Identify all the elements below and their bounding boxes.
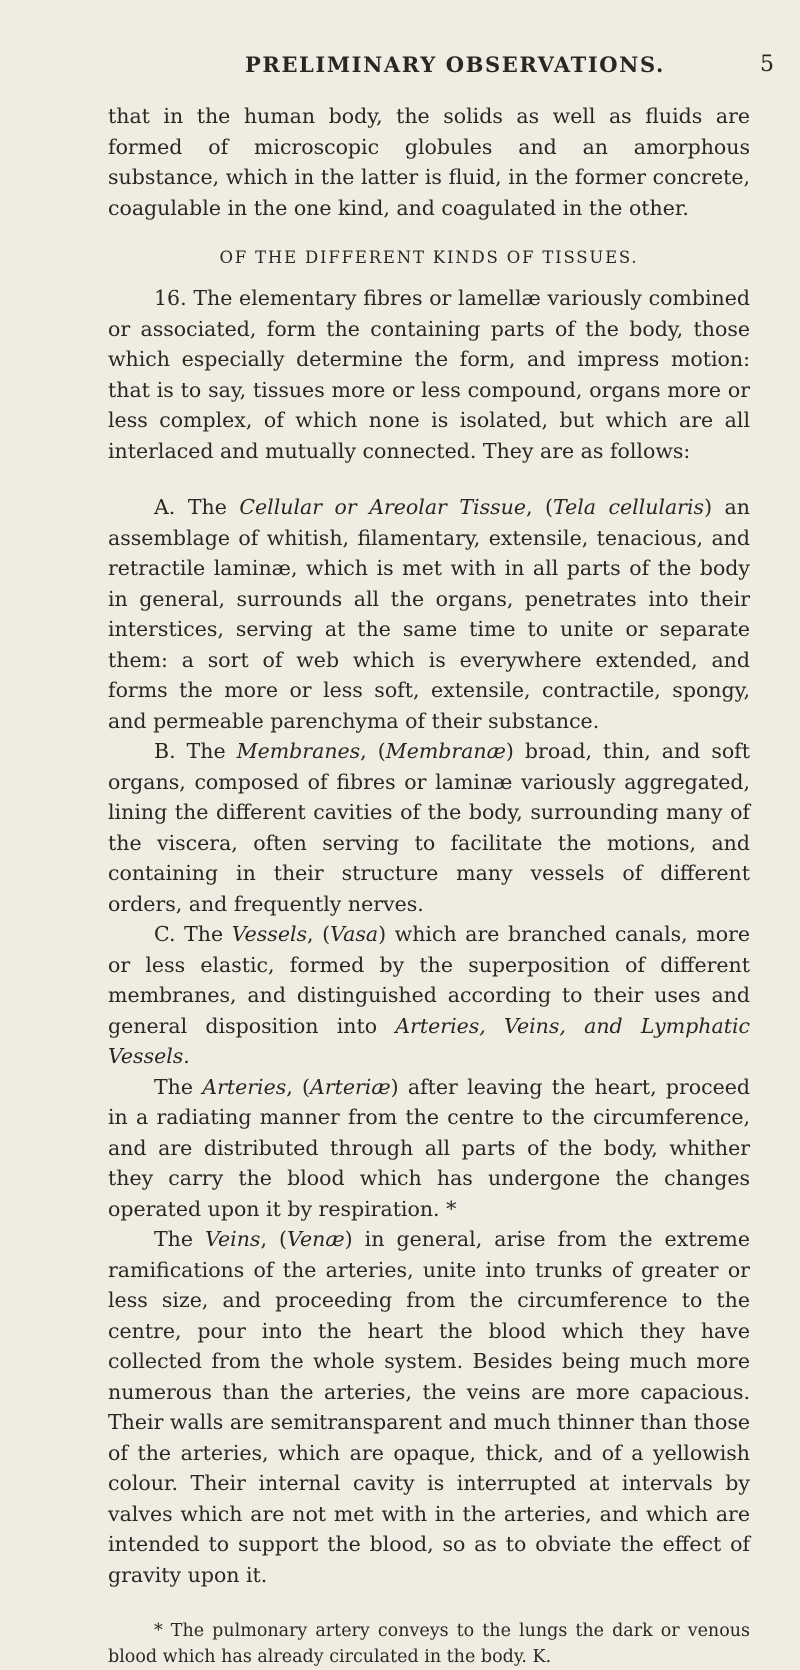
paragraph-a-rest: ) an assemblage of whitish, filamentary, extensile, tenacious, and retractile laminæ, which is met with in all parts of the body in general, surrounds all the organs, penetrates into their interstices, serving at the same time to unite or separate them: a sort of web which is everywhere extended, and forms the more or less soft, extensile, contractile, spongy, and permeable parenchyma of their substance. <box>108 495 750 733</box>
paragraph-c-lead: C. The <box>154 922 232 946</box>
body-text <box>108 101 750 1670</box>
paragraph-c-latin: Vasa <box>330 922 379 946</box>
paragraph-b-lead: B. The <box>154 739 237 763</box>
paragraph-16 <box>108 283 750 466</box>
paragraph-arteries-term: Arteries <box>202 1074 287 1099</box>
paragraph-arteries <box>108 1072 750 1225</box>
footnote-text: * The pulmonary artery conveys to the lungs the dark or venous blood which has already circulated in the body. <box>108 1621 750 1667</box>
paragraph-a-term: Cellular or Areolar Tissue <box>239 495 526 519</box>
running-head: PRELIMINARY OBSERVATIONS. <box>245 52 665 77</box>
paragraph-b-rest: ) broad, thin, and soft organs, composed of fibres or laminæ variously aggregated, lining the different cavities of the body, surrounding many of the viscera, often serving to facilitate the motions, and containing in their structure many vessels of different orders, and frequently nerves. <box>108 739 751 916</box>
paragraph-arteries-latin: Arteriæ <box>310 1074 391 1099</box>
paragraph-16-text: 16. The elementary fibres or lamellæ variously combined or associated, form the containing parts of the body, those which especially determine the form, and impress motion: that is to say, tissues more or less compound, organs more or less complex, of which none is isolated, but which are all interlaced and mutually connected. They are as follows: <box>108 286 750 463</box>
paragraph-c-mid: , ( <box>307 922 331 946</box>
footnote-reference: * <box>439 1196 457 1221</box>
paragraph-b-term: Membranes <box>236 739 361 763</box>
paragraph-b-mid: , ( <box>360 739 386 763</box>
paragraph-veins <box>108 1224 750 1590</box>
paragraph-arteries-mid: , ( <box>286 1074 311 1099</box>
paragraph-veins-rest: ) in general, arise from the extreme ramifications of the arteries, unite into trunks of greater or less size, and proceeding from the circumference to the centre, pour into the heart the blood which they have collected from the whole system. Besides being much more numerous than the arteries, the veins are more capacious. Their walls are semitransparent and much thinner than those of the arteries, which are opaque, thick, and of a yellowish colour. Their internal cavity is interrupted at intervals by valves which are not met with in the arteries, and which are intended to support the blood, so as to obviate the effect of gravity upon it. <box>108 1227 750 1587</box>
footnote <box>108 1618 750 1670</box>
paragraph-arteries-lead: The <box>154 1074 203 1099</box>
paragraph-veins-term: Veins <box>205 1227 261 1251</box>
paragraph-c <box>108 919 750 1072</box>
paragraph-c-term: Vessels <box>231 922 308 946</box>
footnote-signature: K. <box>526 1647 552 1667</box>
paragraph-b <box>108 736 750 919</box>
paragraph-a-latin: Tela cellularis <box>552 495 705 519</box>
paragraph-veins-mid: , ( <box>260 1227 288 1251</box>
paragraph-c-rest: ) which are branched canals, more or less elastic, formed by the superposition of different membranes, and distinguished according to their uses and general disposition into <box>108 922 751 1038</box>
paragraph-c-kinds: Arteries, Veins, and Lymphatic Vessels. <box>108 1013 750 1068</box>
paragraph-arteries-rest: ) after leaving the heart, proceed in a radiating manner from the centre to the circumference, and are distributed through all parts of the body, whither they carry the blood which has undergone the changes operated upon it by respiration. <box>108 1074 751 1221</box>
paragraph-veins-latin: Venæ <box>287 1227 345 1251</box>
intro-text: that in the human body, the solids as well as fluids are formed of microscopic globules and an amorphous substance, which in the latter is fluid, in the former concrete, coagulable in the one kind, and coagulated in the other. <box>108 104 750 220</box>
page-header <box>0 52 800 82</box>
section-heading: OF THE DIFFERENT KINDS OF TISSUES. <box>219 248 639 267</box>
paragraph-a <box>108 492 750 736</box>
paragraph-veins-lead: The <box>154 1227 206 1251</box>
paragraph-a-lead: A. The <box>154 495 240 519</box>
page-number: 5 <box>760 52 774 77</box>
intro-paragraph <box>108 101 750 223</box>
paragraph-a-mid: , ( <box>525 495 553 519</box>
paragraph-b-latin: Membranæ <box>385 739 506 763</box>
